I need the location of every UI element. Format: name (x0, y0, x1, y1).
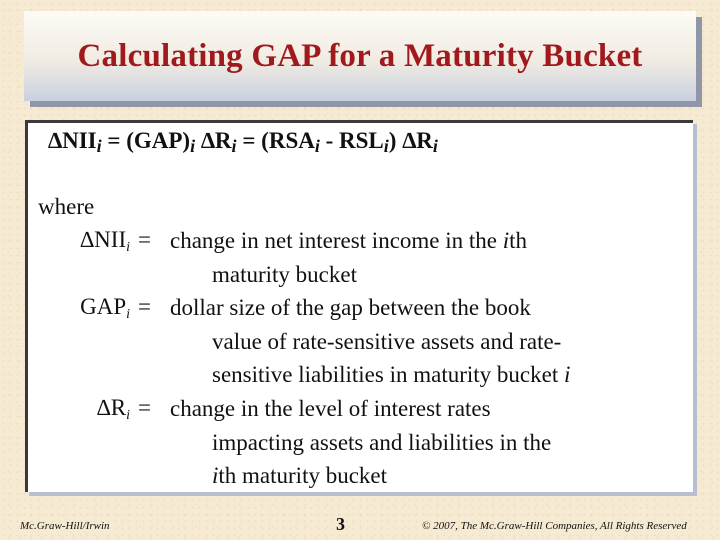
subscript-i: i (383, 136, 389, 156)
formula-delta-r: ∆R (195, 128, 232, 153)
def-text: th (509, 228, 528, 253)
term-main: GAP (80, 294, 127, 319)
term-main: ∆R (96, 395, 127, 420)
term-delta-r (0, 395, 130, 421)
subscript-i: i (231, 136, 237, 156)
title-banner (24, 11, 696, 101)
formula-close-part: ) ∆R (388, 128, 433, 153)
subscript-i: i (314, 136, 320, 156)
term-main: ∆NII (80, 227, 127, 252)
definition-delta-nii (170, 224, 527, 291)
def-text: sensitive liabilities in maturity bucket (212, 362, 564, 387)
definition-delta-r (170, 392, 551, 493)
term-gap (0, 294, 130, 320)
where-label: where (38, 194, 95, 219)
def-italic: i (212, 463, 219, 488)
formula-gap-part: = (GAP) (101, 128, 191, 153)
nii-text: NII (62, 128, 97, 153)
def-italic: i (563, 362, 571, 387)
slide-title: Calculating GAP for a Maturity Bucket (77, 37, 643, 74)
def-line: impacting assets and liabilities in the (212, 429, 552, 455)
definition-gap (170, 291, 570, 392)
def-line: change in the level of interest rates (170, 396, 491, 421)
term-subscript: i (126, 408, 130, 423)
equals-sign: = (138, 294, 151, 319)
subscript-i: i (190, 136, 196, 156)
equals-sign: = (138, 227, 151, 252)
def-line: value of rate-sensitive assets and rate- (212, 328, 562, 354)
def-line (170, 358, 570, 392)
def-line: maturity bucket (212, 261, 357, 287)
equals-sign: = (138, 395, 151, 420)
def-line: dollar size of the gap between the book (170, 295, 531, 320)
page-number: 3 (336, 514, 345, 534)
subscript-i: i (96, 136, 102, 156)
term-delta-nii (0, 227, 130, 253)
copyright-notice: © 2007, The Mc.Graw-Hill Companies, All Rights Reserved (422, 520, 687, 532)
formula-rsl-part: - RSL (319, 128, 384, 153)
term-subscript: i (126, 307, 130, 322)
delta-symbol: ∆ (48, 128, 63, 153)
def-text: change in net interest income in the (170, 228, 503, 253)
term-subscript: i (126, 240, 130, 255)
publisher-label: Mc.Graw-Hill/Irwin (20, 520, 110, 532)
def-line (170, 459, 551, 493)
def-italic: i (502, 228, 510, 253)
subscript-i: i (432, 136, 438, 156)
gap-formula (48, 128, 438, 154)
def-text: th maturity bucket (218, 463, 388, 488)
formula-rsa-part: = (RSA (236, 128, 315, 153)
def-line (170, 224, 527, 258)
